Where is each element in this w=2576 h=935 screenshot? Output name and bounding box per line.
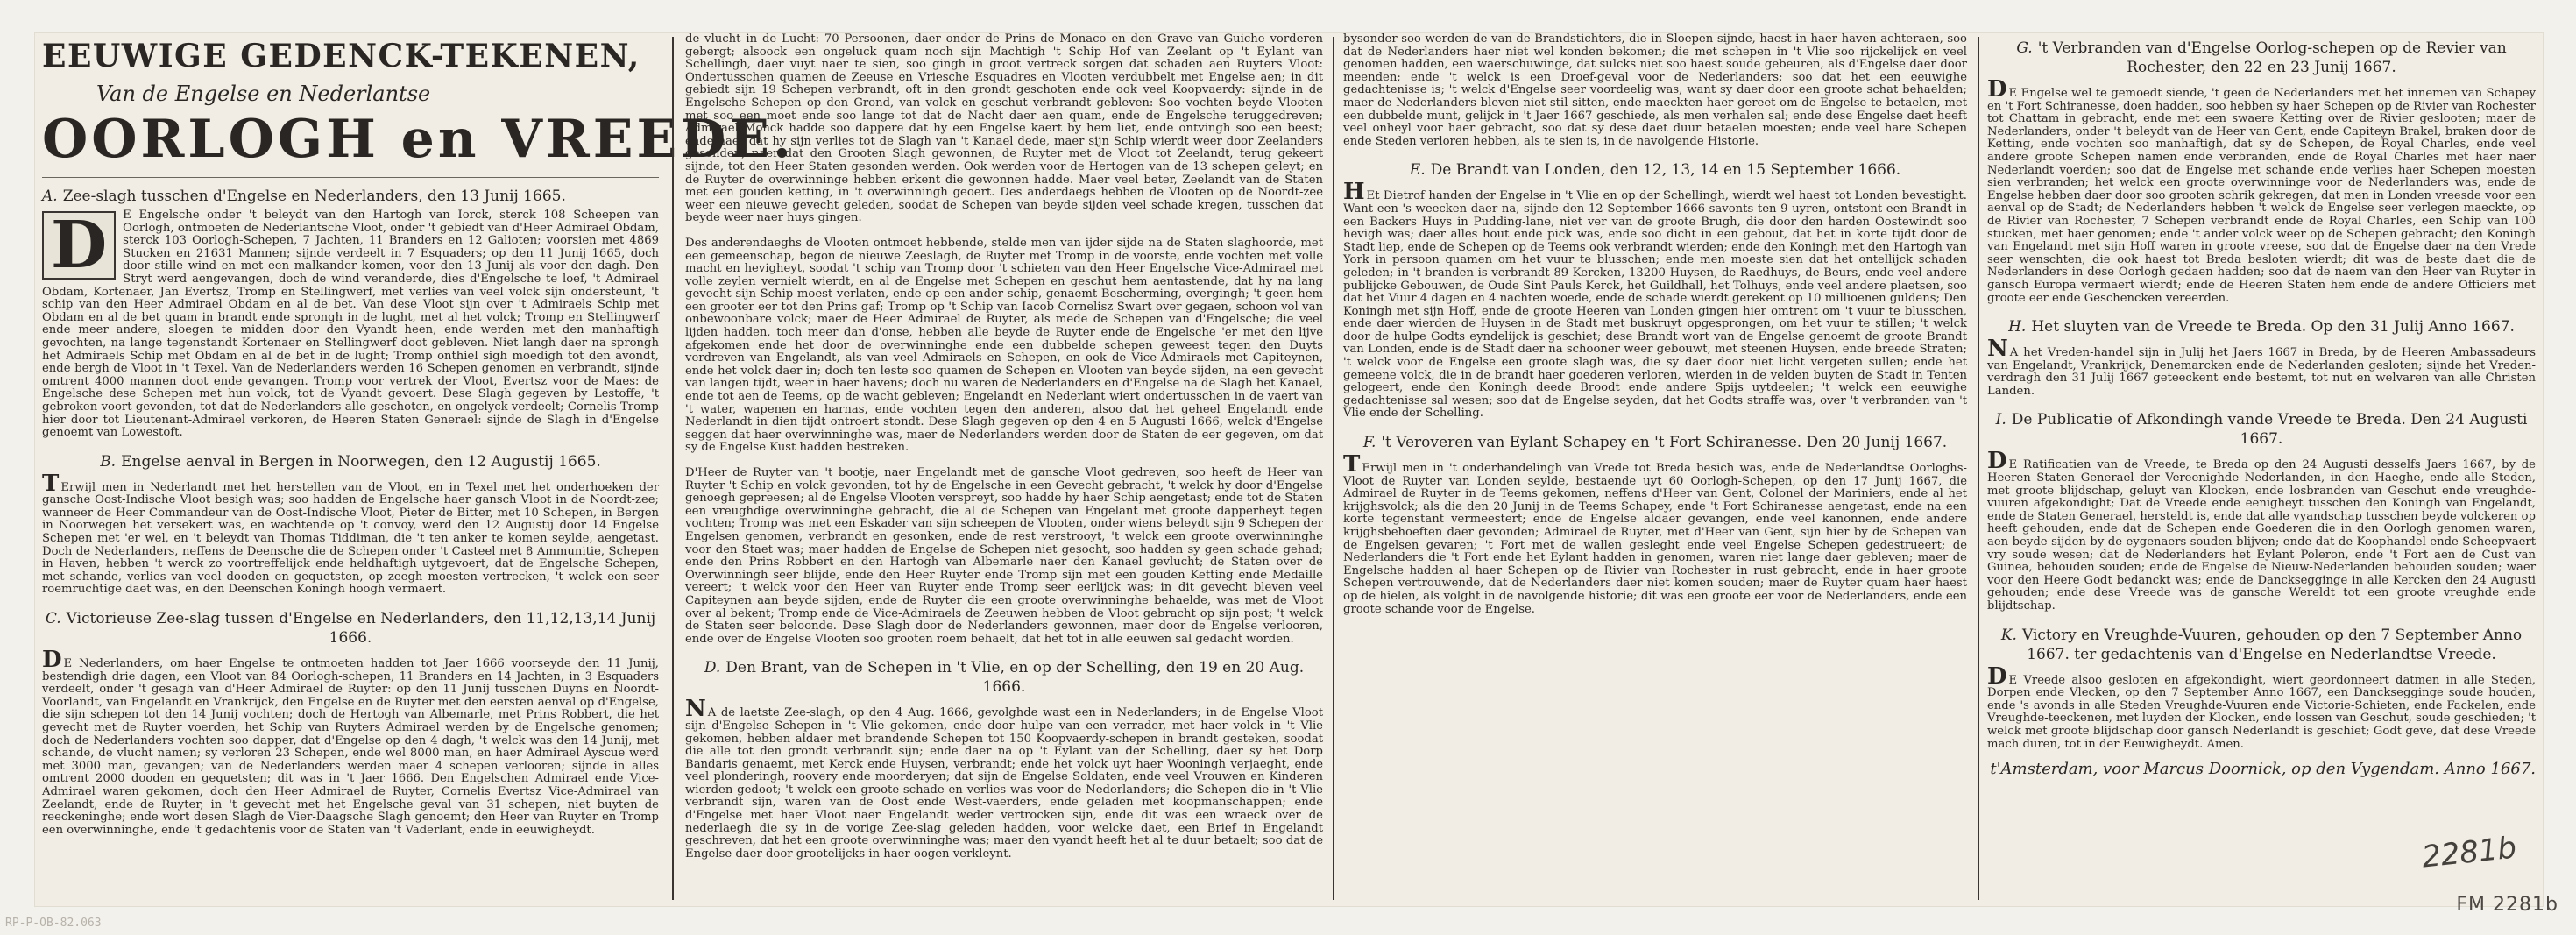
section-g-letter: G. (2016, 39, 2033, 57)
title-line-1: EEUWIGE GEDENCK-TEKENEN, (42, 38, 640, 74)
section-k-initial: D (1987, 662, 2007, 690)
section-k-letter: K. (2000, 626, 2017, 644)
section-g-body (1987, 76, 2536, 305)
section-i-initial: D (1987, 448, 2007, 475)
section-b-heading (42, 452, 659, 471)
column-rule-1 (672, 37, 674, 900)
section-e-heading (1343, 160, 1967, 180)
section-h-title: Het sluyten van de Vreede te Breda. Op den 31 Julij Anno 1667. (2031, 318, 2515, 336)
column-1 (42, 33, 795, 906)
section-h-body (1987, 336, 2536, 398)
title-line-2: Van de Engelse en Nederlantse (96, 81, 431, 106)
section-h-letter: H. (2008, 318, 2027, 336)
section-a-letter: A. (42, 188, 58, 205)
column-rule-3 (1978, 37, 1979, 900)
section-c-continued-3: D'Heer de Ruyter van 't bootje, naer Engelandt met de gansche Vloot gedreven, soo heeft de Heer van Ruyter 't Schip en volck gevonden, tot hy de Engelsche in een Gevecht gebracht, 't welck hy door d'Engelse genoegh gepreesen; al de Engelse Vlooten verspreyt, soo hadde hy haer Schip aengetast; ende tot de Staten een vreughdige overwinninghe gebracht, die al de Schepen van Engelant met groote dapperheyt tegen vochten; Tromp was met een Eskader van sijn scheepen de Vlooten, onder wiens beleydt sijn 9 Schepen der Engelsen genomen, verbrandt en gesonken, ende de rest verstrooyt, 't welck een groote overwinninghe voor den Staet was; maer hadden de Engelse de Schepen niet gesocht, soo hadden sy geen schade gehad; ende den Prins Robbert en den Hartogh van Albemarle naer den Kanael gevlucht; de Staten over de Overwinningh seer blijde, ende den Heer Ruyter ende Tromp sijn met een gouden Ketting ende Medaille vereert; 't welck voor den Heer van Ruyter ende Tromp seer eerlijck was; in dit gevecht bleven veel Capiteynen aan beyde sijden, ende de Ruyter die een groote overwinninghe behaelde, was met de Vloot over al bekent; Tromp ende de Vice-Admiraels de Zeeuwen hebben de Vloot gebracht op sijn post; 't welck de Staten seer beloonde. Dese Slagh door de Nederlanders gewonnen, maer door de Engelse verlooren, ende over de Engelse Vlooten soo grooten roem behaelt, dat het tot in alle eeuwen sal gedacht worden. (685, 466, 1323, 646)
broadsheet (35, 33, 2543, 906)
section-e-text: Et Dietrof handen der Engelse in 't Vlie en op der Schellingh, wierdt wel haest tot Londen bevestight. Want een 's weecken daer na, sijnde den 12 September 1666 savonts ten 9 uyren, ontstont een Brandt in een Backers Huys in Pudding-lane, niet ver van de groote Brugh, die door den harden Oostewindt soo hevigh was; daer alles hout ende pick was, ende soo dicht in een gebout, dat het in korte tijdt door de Stadt liep, ende de Schepen op de Teems ook verbrandt wierden; ende den Koningh met den Hartogh van York in persoon quamen om het vuur te blusschen; ende men moeste sien dat het ontellijck schaden geleden; in 't branden is verbrandt 89 Kercken, 13200 Huysen, de Raedhuys, de Beurs, ende veel andere publijcke Gebouwen, de Oude Sint Pauls Kerck, het Guildhall, het Tolhuys, ende veel andere plaetsen, soo dat het Vuur 4 dagen en 4 nachten woede, ende de schade wierdt gerekent op 10 millioenen guldens; Den Koningh met sijn Hoff, ende de groote Heeren van Londen gingen hier omtrent om 't vuur te blusschen, ende daer wierden de Huysen in de Stadt met buskruyt opgesprongen, om het vuur te stillen; 't welck door de hulpe Godts eyndelijck is geschiet; dese Brandt wort van de Engelse genoemt de groote Brandt van Londen, ende is de Stadt daer na schooner weer gebouwt, met steenen Huysen, ende breede Straten; 't welck voor de Engelse een groote slagh was, die sy daer door niet licht vergeten sullen; ende het gemeene volck, die in de brandt haer goederen verloren, wierden in de velden buyten de Stadt in Tenten gelogeert, ende den Koningh deede Broodt ende andere Spijs uytdeelen; 't welck een eeuwighe gedachtenisse sal wesen; soo dat de Engelse seyden, dat het Godts straffe was, over 't verbranden van 't Vlie ende der Schelling. (1343, 189, 1967, 421)
section-c-heading (42, 609, 659, 648)
section-c-continued-2: Des anderendaeghs de Vlooten ontmoet hebbende, stelde men van ijder sijde na de Staten slaghoorde, met een gemeenschap, begon de nieuwe Zeeslagh, de Ruyter met Tromp in de voorste, ende vochten met volle macht en hevigheyt, soodat 't schip van Tromp door 't schieten van den Heer Engelsche Vice-Admirael met volle zeylen vernielt wierdt, en al de Engelse met Schepen en geschut hem aentastende, dat hy na lang gevecht sijn Schip moest verlaten, ende op een ander schip, genaemt Bescherming, overgingh; 't geen hem een grooter eer tot den Prins gaf; Tromp op 't Schip van Iacob Cornelisz Swart over gegaen, schoon vol van onbewoonbare volck; maer de Heer Admirael de Ruyter, als mede de Schepen van d'Engelsche; die veel lijden hadden, toch meer dan d'onse, hebben alle beyde de Ruyter ende de Engelsche 'er met den lijve afgekomen ende het door de overwinninghe ende een dubbelde schepen geweest tegen den Duyts verdreven van Engelandt, als van veel Admiraels en Schepen, en ook de Vice-Admiraels met Capiteynen, ende het volck daer in; doch ten leste soo quamen de Schepen en Vlooten van beyde sijden, na een gevecht van langen tijdt, weer in haer havens; doch nu waren de Nederlanders en d'Engelse na de Slagh het Kanael, ende tot aen de Teems, op de wacht gebleven; Engelandt en Nederlant wiert ondertusschen in de vaert van 't water, wapenen en harnas, ende vochten tegen den anderen, alsoo dat het geheel Engelandt ende Nederlandt in dien tijdt ontroert stondt. Dese Slagh gegeven op den 4 en 5 Augusti 1666, welck d'Engelse seggen dat haer overwinninghe was, maer de Nederlanders werden door de Staten de eer gegeven, om dat sy de Engelse Kust hadden bestreken. (685, 236, 1323, 455)
section-f-body (1343, 451, 1967, 616)
section-f-heading (1343, 433, 1967, 452)
section-h-heading (1987, 317, 2536, 336)
section-f-letter: F. (1362, 434, 1376, 452)
section-c-title: Victorieuse Zee-slag tussen d'Engelse en Nederlanders, den 11,12,13,14 Junij 1666. (66, 610, 656, 648)
section-d-continued: bysonder soo werden de van de Brandstichters, die in Sloepen sijnde, haest in haer haven achteraen, soo dat de Nederlanders haer niet wel konden bekomen; die met schepen in 't Vlie soo rijckelijck en veel genomen hadden, een waerschuwinge, dat sulcks niet soo haest soude gebeuren, als d'Engelse daer door meenden; ende 't welck is een Droef-geval voor de Nederlanders; soo dat het een eeuwighe gedachtenisse is; 't welck d'Engelse seer voordeelig was, want sy daer door een groote schat behaelden; maer de Nederlanders bleven niet stil sitten, ende maeckten haer gereet om de Engelse te betaelen, met een dubbelde munt, gelijck in 't Jaer 1667 geschiede, als men verhalen sal; ende dese Engelse daet heeft veel onheyl voor haer gebracht, soo dat sy dese daet duur betaelen moesten; ende veel hare Schepen ende Steden verloren hebben, als te sien is, in de navolgende Historie. (1343, 32, 1967, 148)
section-e-body (1343, 179, 1967, 421)
section-d-heading (685, 658, 1323, 697)
section-g-heading (1987, 39, 2536, 77)
column-rule-2 (1333, 37, 1334, 900)
section-f-title: 't Veroveren van Eylant Schapey en 't Fort Schiranesse. Den 20 Junij 1667. (1381, 434, 1948, 452)
footer-code: RP-P-OB-82.063 (5, 917, 102, 930)
section-d-initial: N (685, 696, 706, 723)
section-a-dropcap: D (42, 211, 116, 280)
section-c-text: E Nederlanders, om haer Engelse te ontmoeten hadden tot Jaer 1666 voorseyde den 11 Junij, bestendigh drie dagen, een Vloot van 84 Oorlogh-schepen, 11 Branders en 14 Jachten, in 3 Esquaders verdeelt, onder 't gesagh van d'Heer Admirael de Ruyter: op den 11 Junij tusschen Duyns en Noordt-Voorlandt, van Engelandt en Vrankrijck, den Engelse en de Ruyter met den eersten aenval op d'Engelse, die sijn schepen tot den 14 Junij vochten; doch de Hertogh van Albemarle, met Prins Robbert, die het gevecht met de Ruyter voerden, het Schip van Ruyters Admirael werden by de Engelsche genomen; doch de Nederlanders vochten soo dapper, dat d'Engelse op den 4 dagh, 't welck was den 14 Junij, met schande, de vlucht namen; sy verloren 23 Schepen, ende wel 8000 man, en haer Admirael Ayscue werd met 3000 man, gevangen; van de Nederlanders werden maer 4 schepen verlooren; sijnde in alles omtrent 2000 dooden en gequetsten; dit was in 't Jaer 1666. Den Engelschen Admirael ende Vice-Admirael waren gekomen, doch den Heer Admirael de Ruyter, Cornelis Evertsz Vice-Admirael van Zeelandt, ende de Ruyter, in 't gevecht met het Engelsche geval van 31 schepen, niet buyten de reeckeninghe; ende wort desen Slagh de Vier-Daagsche Slagh genoemt; den Heer van Ruyter en Tromp een overwinninghe, ende 't gedachtenis voor de Staten van 't Vaderlant, ende in eeuwigheydt. (42, 657, 659, 837)
section-b-letter: B. (100, 452, 117, 471)
section-g-title: 't Verbranden van d'Engelse Oorlog-schepen op de Revier van Rochester, den 22 en 23 Junij 1667. (2037, 39, 2507, 76)
section-d-body (685, 696, 1323, 861)
imprint (1987, 760, 2536, 779)
section-g-text: E Engelse wel te gemoedt siende, 't geen de Nederlanders met het innemen van Schapey en 't Fort Schiranesse, doen hadden, soo hebben sy haer Schepen op de Rivier van Rochester tot Chattam in gebracht, ende met een swaere Ketting over de Rivier geslooten; maer de Nederlanders, onder 't beleydt van de Heer van Gent, ende Capiteyn Brakel, braken door de Ketting, ende vochten soo manhaftigh, dat sy de Schepen, de Royal Charles, ende veel andere groote Schepen namen ende verbranden, ende de Royal Charles met haer naer Nederlandt voerden; soo dat de Engelse met schande ende verlies haer Schepen moesten sien verbranden; het welck een groote overwinninge voor de Nederlanders was, ende de Engelse hebben daer door soo grooten schrik gekregen, dat men in Londen vreesde voor een aenval op de Stadt; de Nederlanders hebben 't welck de Engelse seer verlegen maeckte, op de Rivier van Rochester, 7 Schepen verbrandt ende de Royal Charles, een Schip van 100 stucken, met haer genomen; ende 't ander volck weer op de Schepen gebracht; den Koningh van Engelandt met sijn Hoff waren in groote vreese, soo dat de Engelse daer na den Vrede seer wenschten, die ook haest tot Breda besloten wierdt; dit was de beste daet die de Nederlanders in dese Oorlogh gedaen hadden; soo dat de naem van den Heer van Ruyter in gansch Europa vermaert wierdt; ende de Heeren Staten hem ende de andere Officiers met groote eer ende Geschencken vereerden. (1987, 87, 2536, 305)
column-3 (1343, 33, 1967, 906)
section-b-body (42, 470, 659, 597)
column-4 (1987, 33, 2536, 906)
section-i-title: De Publicatie of Afkondingh vande Vreede te Breda. Den 24 Augusti 1667. (2011, 411, 2528, 449)
section-k-title: Victory en Vreughde-Vuuren, gehouden op den 7 September Anno 1667. ter gedachtenis van d'Engelse en Nederlandtse Vreede. (2021, 626, 2523, 663)
column-2 (685, 33, 1323, 906)
section-g-initial: D (1987, 76, 2007, 103)
section-c-initial: D (42, 647, 62, 674)
section-d-text: A de laetste Zee-slagh, op den 4 Aug. 1666, gevolghde wast een in Nederlanders; in de Engelse Vloot sijn d'Engelse Schepen in 't Vlie gekomen, ende door hulpe van een verrader, met haer volck in 't Vlie gekomen, hebben aldaer met brandende Schepen tot 150 Koopvaerdy-schepen in brandt gesteken, soodat die alle tot den grondt verbrandt sijn; ende daer na op 't Eylant van der Schelling, daer sy het Dorp Bandaris genaemt, met Kerck ende Huysen, verbrandt; ende het volck uyt haer Wooningh verjaeght, ende veel plonderingh, roovery ende moorderyen; dat sijn de Engelse Soldaten, ende veel Vrouwen en Kinderen wierden gedoot; 't welck een groote schade en verlies was voor de Nederlanders; die Schepen die in 't Vlie verbrandt sijn, waren van de Oost ende West-vaerders, ende geladen met koopmanschappen; ende d'Engelse met haer Vloot naer Engelandt weder vertrocken sijn, ende dit was een wraeck over de nederlaegh die sy in de vorige Zee-slag geleden hadden, voor welcke daet, een Brief in Engelandt geschreven, dat het een groote overwinninghe was; maer den vyandt heeft het al te duur betaelt; soo dat de Engelse daer door grootelijcks in haer oogen verkleynt. (685, 706, 1323, 861)
section-d-title: Den Brant, van de Schepen in 't Vlie, en op der Schelling, den 19 en 20 Aug. 1666. (725, 659, 1305, 697)
section-a-heading (42, 187, 659, 206)
section-a-text: E Engelsche onder 't beleydt van den Hartogh van Iorck, sterck 108 Scheepen van Oorlogh, ontmoeten de Nederlantsche Vloot, onder 't gebiedt van d'Heer Admirael Obdam, sterck 103 Oorlogh-Schepen, 7 Jachten, 11 Branders en 12 Galioten; voorsien met 4869 Stucken en 21631 Mannen; sijnde verdeelt in 7 Esquaders; op den 11 Junij 1665, doch door stille wind en met een malkander komen, voor den 13 Junij als voor den dagh. Den Stryt werd aengevangen, doch de wind veranderde, dies d'Engelsche te loef, 't Admirael Obdam, Kortenaer, Jan Evertsz, Tromp en Stellingwerf, met verlies van veel volck sijn ondersteunt, 't schip van den Heer Admirael Obdam en al de bet. Van dese Vloot sijn over 't Admiraels Schip met Obdam en al de bet quam in brandt ende sprongh in de lught, met al het volck; Tromp en Stellingwerf ende meer andere, sloegen te midden door den Vyandt heen, ende werden met den manhaftigh gevochten, na lange tegenstandt Kortenaer en Stellingwerf doot gebleven. Niet langh daer na sprongh het Admiraels Schip met Obdam en al de bet in de lught; Tromp onthiel sigh moedigh tot den avondt, ende bergh de Vloot in 't Texel. Van de Nederlanders werden 16 Schepen genomen en verbrandt, sijnde omtrent 4000 mannen doot ende gevangen. Tromp voor vertrek der Vloot, Evertsz voor de Maes: de Engelsche dese Schepen met hun volck, tot de Vyandt gevoert. Dese Slagh gegeven by Lestoffe, 't gebroken voort gevonden, tot dat de Nederlanders alle geschoten, en ongelyck verdeelt; Cornelis Tromp hier door tot Lieutenant-Admirael verkoren, de Heeren Staten Generael: sijnde de Slagh in d'Engelse genoemt van Lowestoft. (42, 209, 659, 440)
section-k-heading (1987, 626, 2536, 664)
section-f-text: Erwijl men in 't onderhandelingh van Vrede tot Breda besich was, ende de Nederlandtse Oorloghs-Vloot de Ruyter van Londen seylde, bestaende uyt 60 Oorlogh-Schepen, op den 17 Junij 1667, die Admirael de Ruyter in de Teems gekomen, neffens d'Heer van Gent, Colonel der Mariniers, ende al het krijghsvolck; als die den 20 Junij in de Teems Schapey, ende 't Fort Schiranesse aengetast, ende na een korte tegenstant vermeestert; ende de Engelse aldaer gevangen, ende veel kanonnen, ende andere krijghsbehoeften daer gevonden; Admirael de Ruyter, met d'Heer van Gent, sijn hier by de Schepen van de Engelsen gevaren; 't Fort met de wallen gesleght ende veel Engelse Schepen gedestrueert; de Nederlanders die 't Fort ende het Eylant hadden in genomen, waren niet lange daer gebleven; maer de Engelsche hadden al haer Schepen op de Rivier van Rochester in rust gebracht, ende in haer groote Schepen vertrouwende, dat de Nederlanders daer niet komen souden; maer de Ruyter quam haer haest op de hielen, als volght in de navolgende historie; dit was een groote eer voor de Nederlanders, ende een groote schande voor de Engelse. (1343, 462, 1967, 616)
section-i-text: E Ratificatien van de Vreede, te Breda op den 24 Augusti desselfs Jaers 1667, by de Heeren Staten Generael der Vereenighde Nederlanden, in den Haeghe, ende alle Steden, met groote blijdschap, geluyt van Klocken, ende losbranden van Geschut ende vreughde-vuuren afgekondight; Dat de Vreede ende eenigheyt tusschen den Koningh van Engelandt, ende de Staten Generael, hersteldt is, ende dat alle vyandschap tusschen beyde volckeren op heeft gehouden, ende dat de Schepen ende Goederen die in den Oorlogh genomen waren, aen beyde sijden by de eygenaers souden blijven; ende dat de Koophandel ende Scheepvaert vry soude wesen; dat de Nederlanders het Eylant Poleron, ende 't Fort aen de Cust van Guinea, behouden souden; ende de Engelse de Nieuw-Nederlanden behouden souden; waer voor den Heere Godt bedanckt was; ende de Dancksegginge in alle Kercken den 24 Augusti gehouden; ende dese Vreede was de gansche Wereldt tot een groote vreughde ende blijdtschap. (1987, 458, 2536, 613)
section-d-letter: D. (704, 659, 721, 677)
section-e-letter: E. (1409, 161, 1426, 180)
section-k-body (1987, 662, 2536, 752)
imprint-publisher: voor Marcus Doornick, op den Vygendam. Anno 1667. (2103, 760, 2536, 779)
section-b-title: Engelse aenval in Bergen in Noorwegen, den 12 Augustij 1665. (121, 452, 601, 471)
section-b-text: Erwijl men in Nederlandt met het herstellen van de Vloot, en in Texel met het onderhoeken der gansche Oost-Indische Vloot besigh was; soo hadden de Engelsche haer gansch Vloot in de Noordt-zee; wanneer de Heer Commandeur van de Oost-Indische Vloot, Pieter de Bitter, met 10 Schepen, in Bergen in Noorwegen het versekert was, en wachtende op 't convoy, werd den 12 Augustij door 14 Engelse Schepen met 'er wel, en 't beleydt van Thomas Tiddiman, die 't ten anker te komen seylde, aengetast. Doch de Nederlanders, neffens de Deensche die de Schepen onder 't Casteel met 8 Ammunitie, Schepen in Haven, hebben 't werck zo voortreffelijck ende heldhaftigh uytgevoert, dat de Engelsche Schepen, met schande, verlies van veel dooden en gequetsten, op zeegh moesten vertrecken, 't welck een seer roemruchtige daet was, en den Deenschen Koningh hoogh vermaert. (42, 480, 659, 597)
section-h-text: A het Vreden-handel sijn in Julij het Jaers 1667 in Breda, by de Heeren Ambassadeurs van Engelandt, Vrankrijck, Denemarcken ende de Nederlanden gesloten; sijnde het Vreden-verdragh den 31 Julij 1667 geteeckent ende bestemt, tot nut en welvaren van alle Christen Landen. (1987, 346, 2536, 398)
manuscript-inventory-mark: 2281b (2420, 830, 2518, 875)
section-a-body (42, 209, 659, 440)
section-b-initial: T (42, 470, 60, 497)
title-line-3: OORLOGH en VREEDE. (42, 109, 659, 178)
section-c-letter: C. (45, 610, 61, 628)
section-c-body (42, 647, 659, 837)
section-a-title: Zee-slagh tusschen d'Engelse en Nederlanders, den 13 Junij 1665. (62, 188, 566, 205)
section-i-body (1987, 448, 2536, 613)
section-h-initial: N (1987, 336, 2008, 363)
section-i-letter: I. (1995, 411, 2006, 429)
accession-number: FM 2281b (2456, 894, 2558, 916)
section-k-text: E Vreede alsoo gesloten en afgekondight, wiert geordonneert datmen in alle Steden, Dorpen ende Vlecken, op den 7 September Anno 1667, een Dancksegginge soude houden, ende 's avonds in alle Steden Vreughde-Vuuren ende Victorie-Schieten, ende Fackelen, ende Vreughde-teeckenen, met luyden der Klocken, ende lossen van Geschut, soude geschieden; 't welck met groote blijdschap door gansch Nederlandt is geschiet; Godt geve, dat dese Vreede mach duren, tot in der Eeuwigheydt. Amen. (1987, 673, 2536, 751)
section-e-title: De Brandt van Londen, den 12, 13, 14 en 15 September 1666. (1430, 161, 1901, 180)
section-f-initial: T (1343, 451, 1361, 478)
imprint-city: t'Amsterdam, (1990, 760, 2098, 779)
section-i-heading (1987, 410, 2536, 449)
section-e-initial: H (1343, 179, 1365, 206)
section-c-continued-1: de vlucht in de Lucht: 70 Persoonen, daer onder de Prins de Monaco en den Grave van Guiche vorderen gebergt; alsoock een ongeluck quam noch sijn Machtigh 't Schip Hof van Zeelant op 't Eylant van Schellingh, daer vuyt naer te sien, soo gingh in groot vertreck sorgen dat schaden aen Ruyters Vloot: Ondertusschen quamen de Zeeuse en Vriesche Esquadres en Vlooten verdubbelt met Engelse aen; in dit gebiedt sijn 19 Schepen verbrandt, oft in den grondt geschoten ende ook veel Koopvaerdy: sijnde in de Engelsche Schepen op den Grond, van volck en geschut verbrandt gebleven: Soo vochten beyde Vlooten met soo een moet ende soo lange tot dat de Nacht daer aen quam, ende de Engelsche teruggedreven; Admirael Monck hadde soo dappere dat hy een Engelse kaert by hem liet, ende ontvingh soo een beest; ende naer dat hy sijn verlies tot de Slagh van 't Kanael dede, maer sijn Schip wierdt weer door Zeelanders gesonden; naer dat den Grooten Slagh gewonnen, de Ruyter met de Vloot tot Zeelandt, terug gekeert sijnde, tot den Heer Staten gesonden werden. Ook werden voor de Hertogen van de 13 schepen geleyt; en de Ruyter de overwinninge hebben erkent die gewonnen hadde. Maer veel beter, Zeelandt van de Staten met een gouden ketting, in 't overwinningh geoert. Des anderdaegs hebben de Vlooten op de Noordt-zee weer een nieuwe gevecht geleden, soodat de Schepen van beyde sijden veel schade kregen, tusschen dat beyde weer naer huys gingen. (685, 32, 1323, 225)
